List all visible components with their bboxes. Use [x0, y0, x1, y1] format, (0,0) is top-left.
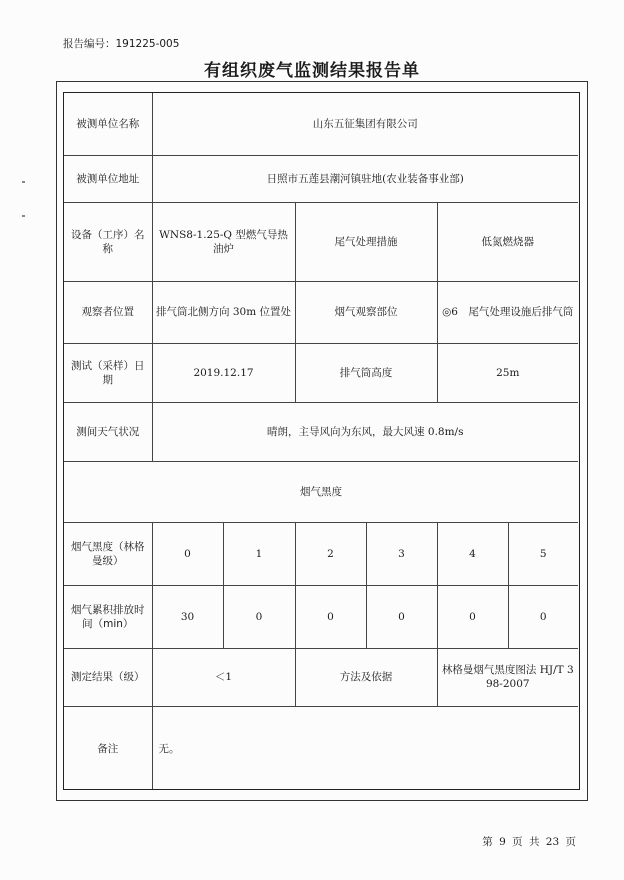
row-result — [64, 648, 578, 706]
result-value: ＜1 — [152, 648, 295, 706]
stack-height-label: 排气筒高度 — [295, 343, 437, 402]
weather-label: 测间天气状况 — [64, 402, 152, 461]
row-equipment — [64, 202, 578, 281]
unit-address-label: 被测单位地址 — [64, 155, 152, 202]
row-test-date — [64, 343, 578, 402]
treatment-label: 尾气处理措施 — [295, 202, 437, 281]
blackness-grade-label: 烟气黑度（林格曼级） — [64, 522, 152, 585]
observe-part-value: ◎6 尾气处理设施后排气筒 — [437, 281, 578, 343]
observer-label: 观察者位置 — [64, 281, 152, 343]
time-cell: 0 — [437, 585, 508, 648]
treatment-value: 低氮燃烧器 — [437, 202, 578, 281]
weather-value: 晴朗，主导风向为东风，最大风速 0.8m/s — [152, 402, 578, 461]
grade-cell: 1 — [223, 522, 295, 585]
row-blackness-grade — [64, 522, 578, 585]
monitoring-result-table — [64, 93, 578, 790]
grade-cell: 0 — [152, 522, 223, 585]
scan-mark — [22, 215, 25, 217]
unit-name-label: 被测单位名称 — [64, 93, 152, 155]
time-cell: 0 — [508, 585, 578, 648]
observer-value: 排气筒北侧方向 30m 位置处 — [152, 281, 295, 343]
emission-time-label: 烟气累积排放时间（min） — [64, 585, 152, 648]
page-number: 第 9 页 共 23 页 — [482, 836, 576, 848]
row-observer — [64, 281, 578, 343]
row-remarks — [64, 706, 578, 790]
test-date-value: 2019.12.17 — [152, 343, 295, 402]
unit-address-value: 日照市五莲县潮河镇驻地(农业装备事业部) — [152, 155, 578, 202]
section-title: 烟气黑度 — [64, 461, 578, 522]
grade-cell: 5 — [508, 522, 578, 585]
grade-cell: 3 — [366, 522, 437, 585]
time-cell: 30 — [152, 585, 223, 648]
equipment-value: WNS8-1.25-Q 型燃气导热油炉 — [152, 202, 295, 281]
time-cell: 0 — [295, 585, 366, 648]
row-emission-time — [64, 585, 578, 648]
method-label: 方法及依据 — [295, 648, 437, 706]
unit-name-value: 山东五征集团有限公司 — [152, 93, 578, 155]
report-number: 报告编号：191225-005 — [63, 38, 180, 50]
time-cell: 0 — [366, 585, 437, 648]
row-weather — [64, 402, 578, 461]
remarks-value: 无。 — [152, 706, 578, 790]
equipment-label: 设备（工序）名称 — [64, 202, 152, 281]
grade-cell: 2 — [295, 522, 366, 585]
report-table-container — [63, 92, 580, 790]
test-date-label: 测试（采样）日期 — [64, 343, 152, 402]
row-section-title — [64, 461, 578, 522]
row-unit-address — [64, 155, 578, 202]
row-unit-name — [64, 93, 578, 155]
observe-part-label: 烟气观察部位 — [295, 281, 437, 343]
time-cell: 0 — [223, 585, 295, 648]
report-title: 有组织废气监测结果报告单 — [204, 61, 420, 81]
stack-height-value: 25m — [437, 343, 578, 402]
result-label: 测定结果（级） — [64, 648, 152, 706]
remarks-label: 备注 — [64, 706, 152, 790]
method-value: 林格曼烟气黑度图法 HJ/T 398-2007 — [437, 648, 578, 706]
grade-cell: 4 — [437, 522, 508, 585]
scan-mark — [22, 181, 25, 183]
